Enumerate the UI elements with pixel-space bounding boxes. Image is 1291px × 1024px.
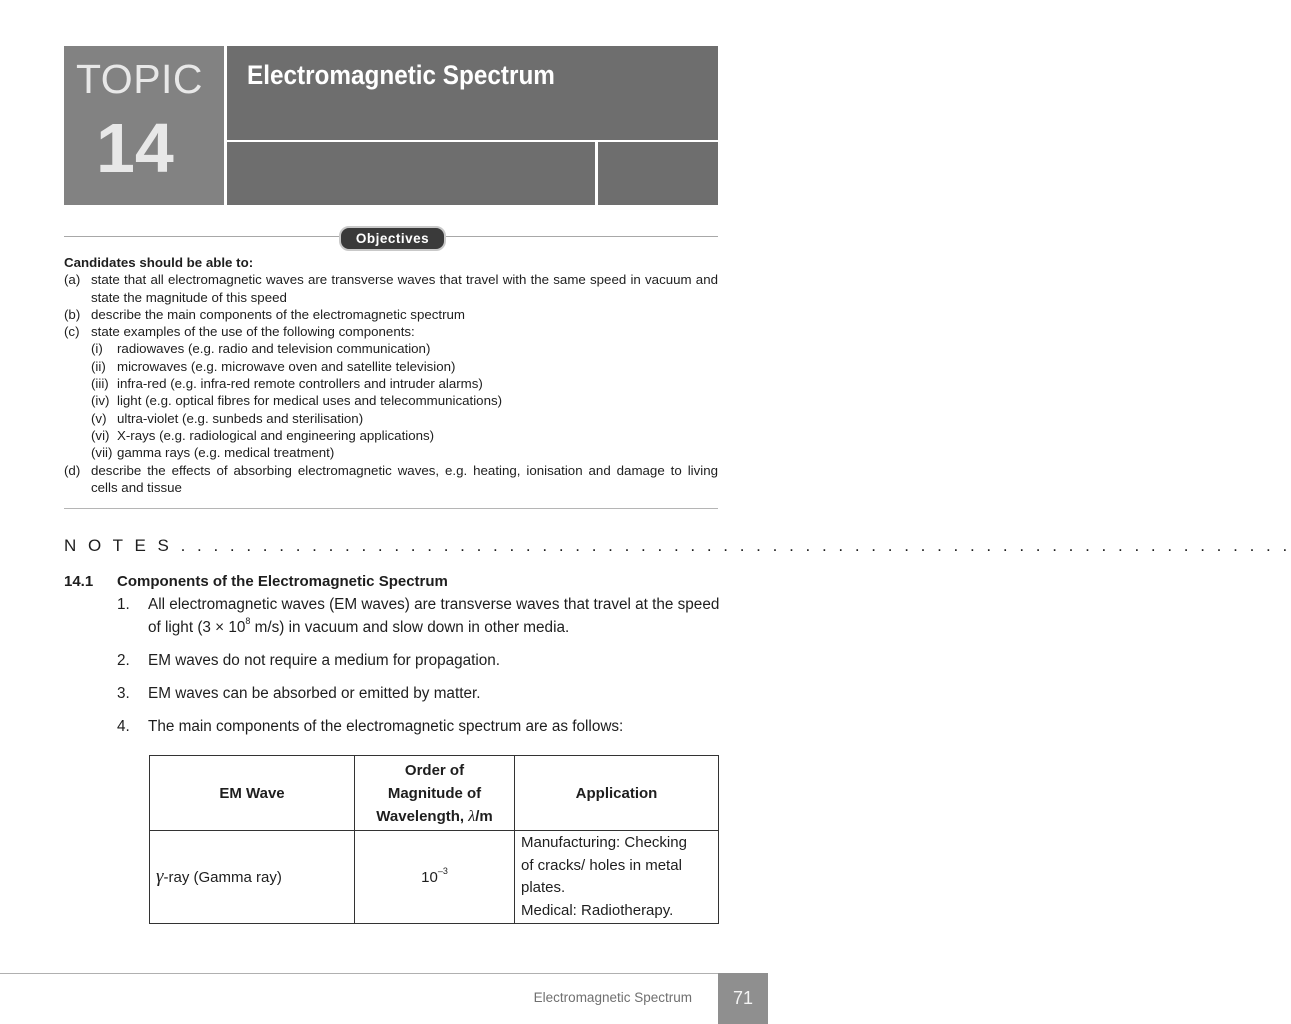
em-spectrum-table bbox=[149, 755, 719, 924]
objective-text: state examples of the use of the following components: bbox=[91, 324, 415, 340]
subitem-text: X-rays (e.g. radiological and engineering applications) bbox=[117, 427, 435, 443]
objectives-intro: Candidates should be able to: bbox=[64, 255, 254, 270]
subitem-marker: (iii) bbox=[91, 376, 109, 392]
point-number: 3. bbox=[117, 685, 130, 702]
subitem-marker: (iv) bbox=[91, 393, 110, 409]
notes-heading: N O T E S . . . . . . . . . . . . . . . . . . . . . . . . . . . . . . . . . . . . . . . . . . . . . . . . . . . . . . . . . . . . . . . . . . . . bbox=[64, 536, 1291, 555]
table-header-row bbox=[150, 756, 719, 831]
gamma-symbol: γ bbox=[156, 866, 164, 887]
section-number: 14.1 bbox=[64, 573, 94, 590]
subitem-marker: (v) bbox=[91, 410, 107, 426]
subitem-marker: (ii) bbox=[91, 358, 106, 374]
lambda-symbol: λ bbox=[468, 807, 476, 825]
note-point bbox=[117, 649, 722, 672]
subitem-text: light (e.g. optical fibres for medical uses and telecommunications) bbox=[117, 393, 503, 409]
header-order-of-magnitude bbox=[355, 756, 515, 831]
header-decor-box bbox=[227, 142, 595, 205]
exponent: 8 bbox=[245, 615, 251, 626]
point-text: The main components of the electromagnetic spectrum are as follows: bbox=[148, 718, 624, 735]
objective-subitem bbox=[64, 427, 718, 444]
objective-subitem bbox=[64, 444, 718, 461]
subitem-text: ultra-violet (e.g. sunbeds and sterilisation) bbox=[117, 410, 364, 426]
objective-subitem bbox=[64, 392, 718, 409]
point-text-part: m/s) in vacuum and slow down in other media. bbox=[250, 619, 570, 636]
subitem-text: gamma rays (e.g. medical treatment) bbox=[117, 445, 335, 461]
point-number: 1. bbox=[117, 596, 130, 613]
header-line: Order of bbox=[404, 761, 465, 779]
objective-marker: (a) bbox=[64, 272, 81, 288]
page-number: 71 bbox=[718, 973, 768, 1024]
application-line: Medical: Radiotherapy. bbox=[521, 901, 674, 919]
subitem-text: infra-red (e.g. infra-red remote controllers and intruder alarms) bbox=[117, 376, 483, 392]
objective-item bbox=[64, 271, 718, 306]
objectives-list bbox=[64, 254, 718, 496]
cell-application bbox=[515, 831, 719, 924]
footer-chapter-title: Electromagnetic Spectrum bbox=[533, 990, 692, 1005]
note-point bbox=[117, 593, 722, 639]
header-line bbox=[355, 805, 514, 828]
magnitude-base: 10 bbox=[421, 868, 438, 886]
objective-item bbox=[64, 462, 718, 497]
objective-text: describe the main components of the electromagnetic spectrum bbox=[91, 306, 465, 322]
table-row bbox=[150, 831, 719, 924]
objective-text: state that all electromagnetic waves are transverse waves that travel with the same speed in vacuum and state the magnitude of this speed bbox=[91, 272, 718, 305]
topic-label-box bbox=[64, 46, 224, 205]
cell-em-wave bbox=[150, 831, 355, 924]
objective-subitem bbox=[64, 358, 718, 375]
topic-label: TOPIC bbox=[76, 56, 204, 102]
objective-item bbox=[64, 306, 718, 323]
point-text-part: All electromagnetic waves (EM waves) are transverse waves that travel at the speed of light (3 × 10 bbox=[148, 596, 720, 636]
footer-divider bbox=[0, 973, 718, 974]
note-point bbox=[117, 682, 722, 705]
objective-subitem bbox=[64, 410, 718, 427]
subitem-marker: (vii) bbox=[91, 445, 113, 461]
point-number: 2. bbox=[117, 652, 130, 669]
objective-marker: (c) bbox=[64, 324, 80, 340]
application-line: plates. bbox=[521, 879, 566, 896]
point-text: EM waves do not require a medium for propagation. bbox=[148, 652, 501, 669]
title-box bbox=[227, 46, 718, 140]
header-unit: /m bbox=[475, 807, 493, 825]
section-divider bbox=[64, 508, 718, 509]
application-line: of cracks/ holes in metal bbox=[521, 856, 682, 874]
header-application: Application bbox=[515, 756, 719, 831]
application-line: Manufacturing: Checking bbox=[521, 834, 687, 851]
magnitude-exponent: –3 bbox=[437, 865, 448, 876]
point-text bbox=[148, 593, 722, 639]
subitem-text: radiowaves (e.g. radio and television communication) bbox=[117, 341, 431, 357]
wave-name: -ray (Gamma ray) bbox=[163, 869, 282, 886]
note-point bbox=[117, 715, 722, 738]
objective-text: describe the effects of absorbing electromagnetic waves, e.g. heating, ionisation and damage to living cells and tissue bbox=[91, 462, 718, 495]
subitem-marker: (i) bbox=[91, 341, 103, 357]
point-number: 4. bbox=[117, 718, 130, 735]
objective-marker: (d) bbox=[64, 462, 81, 478]
objectives-badge: Objectives bbox=[339, 226, 446, 251]
subitem-marker: (vi) bbox=[91, 427, 110, 443]
objective-subitem bbox=[64, 375, 718, 392]
subitem-text: microwaves (e.g. microwave oven and satellite television) bbox=[117, 358, 456, 374]
header-em-wave: EM Wave bbox=[150, 756, 355, 831]
objective-item bbox=[64, 323, 718, 340]
topic-number: 14 bbox=[96, 109, 174, 187]
objective-subitem bbox=[64, 340, 718, 357]
header-decor-box bbox=[598, 142, 718, 205]
header-line: Magnitude of bbox=[387, 784, 482, 802]
header-line-text: Wavelength, bbox=[376, 807, 469, 825]
section-title: Components of the Electromagnetic Spectrum bbox=[117, 573, 448, 590]
page-title: Electromagnetic Spectrum bbox=[247, 60, 555, 90]
cell-magnitude bbox=[355, 831, 515, 924]
objective-marker: (b) bbox=[64, 306, 81, 322]
point-text: EM waves can be absorbed or emitted by matter. bbox=[148, 685, 481, 702]
